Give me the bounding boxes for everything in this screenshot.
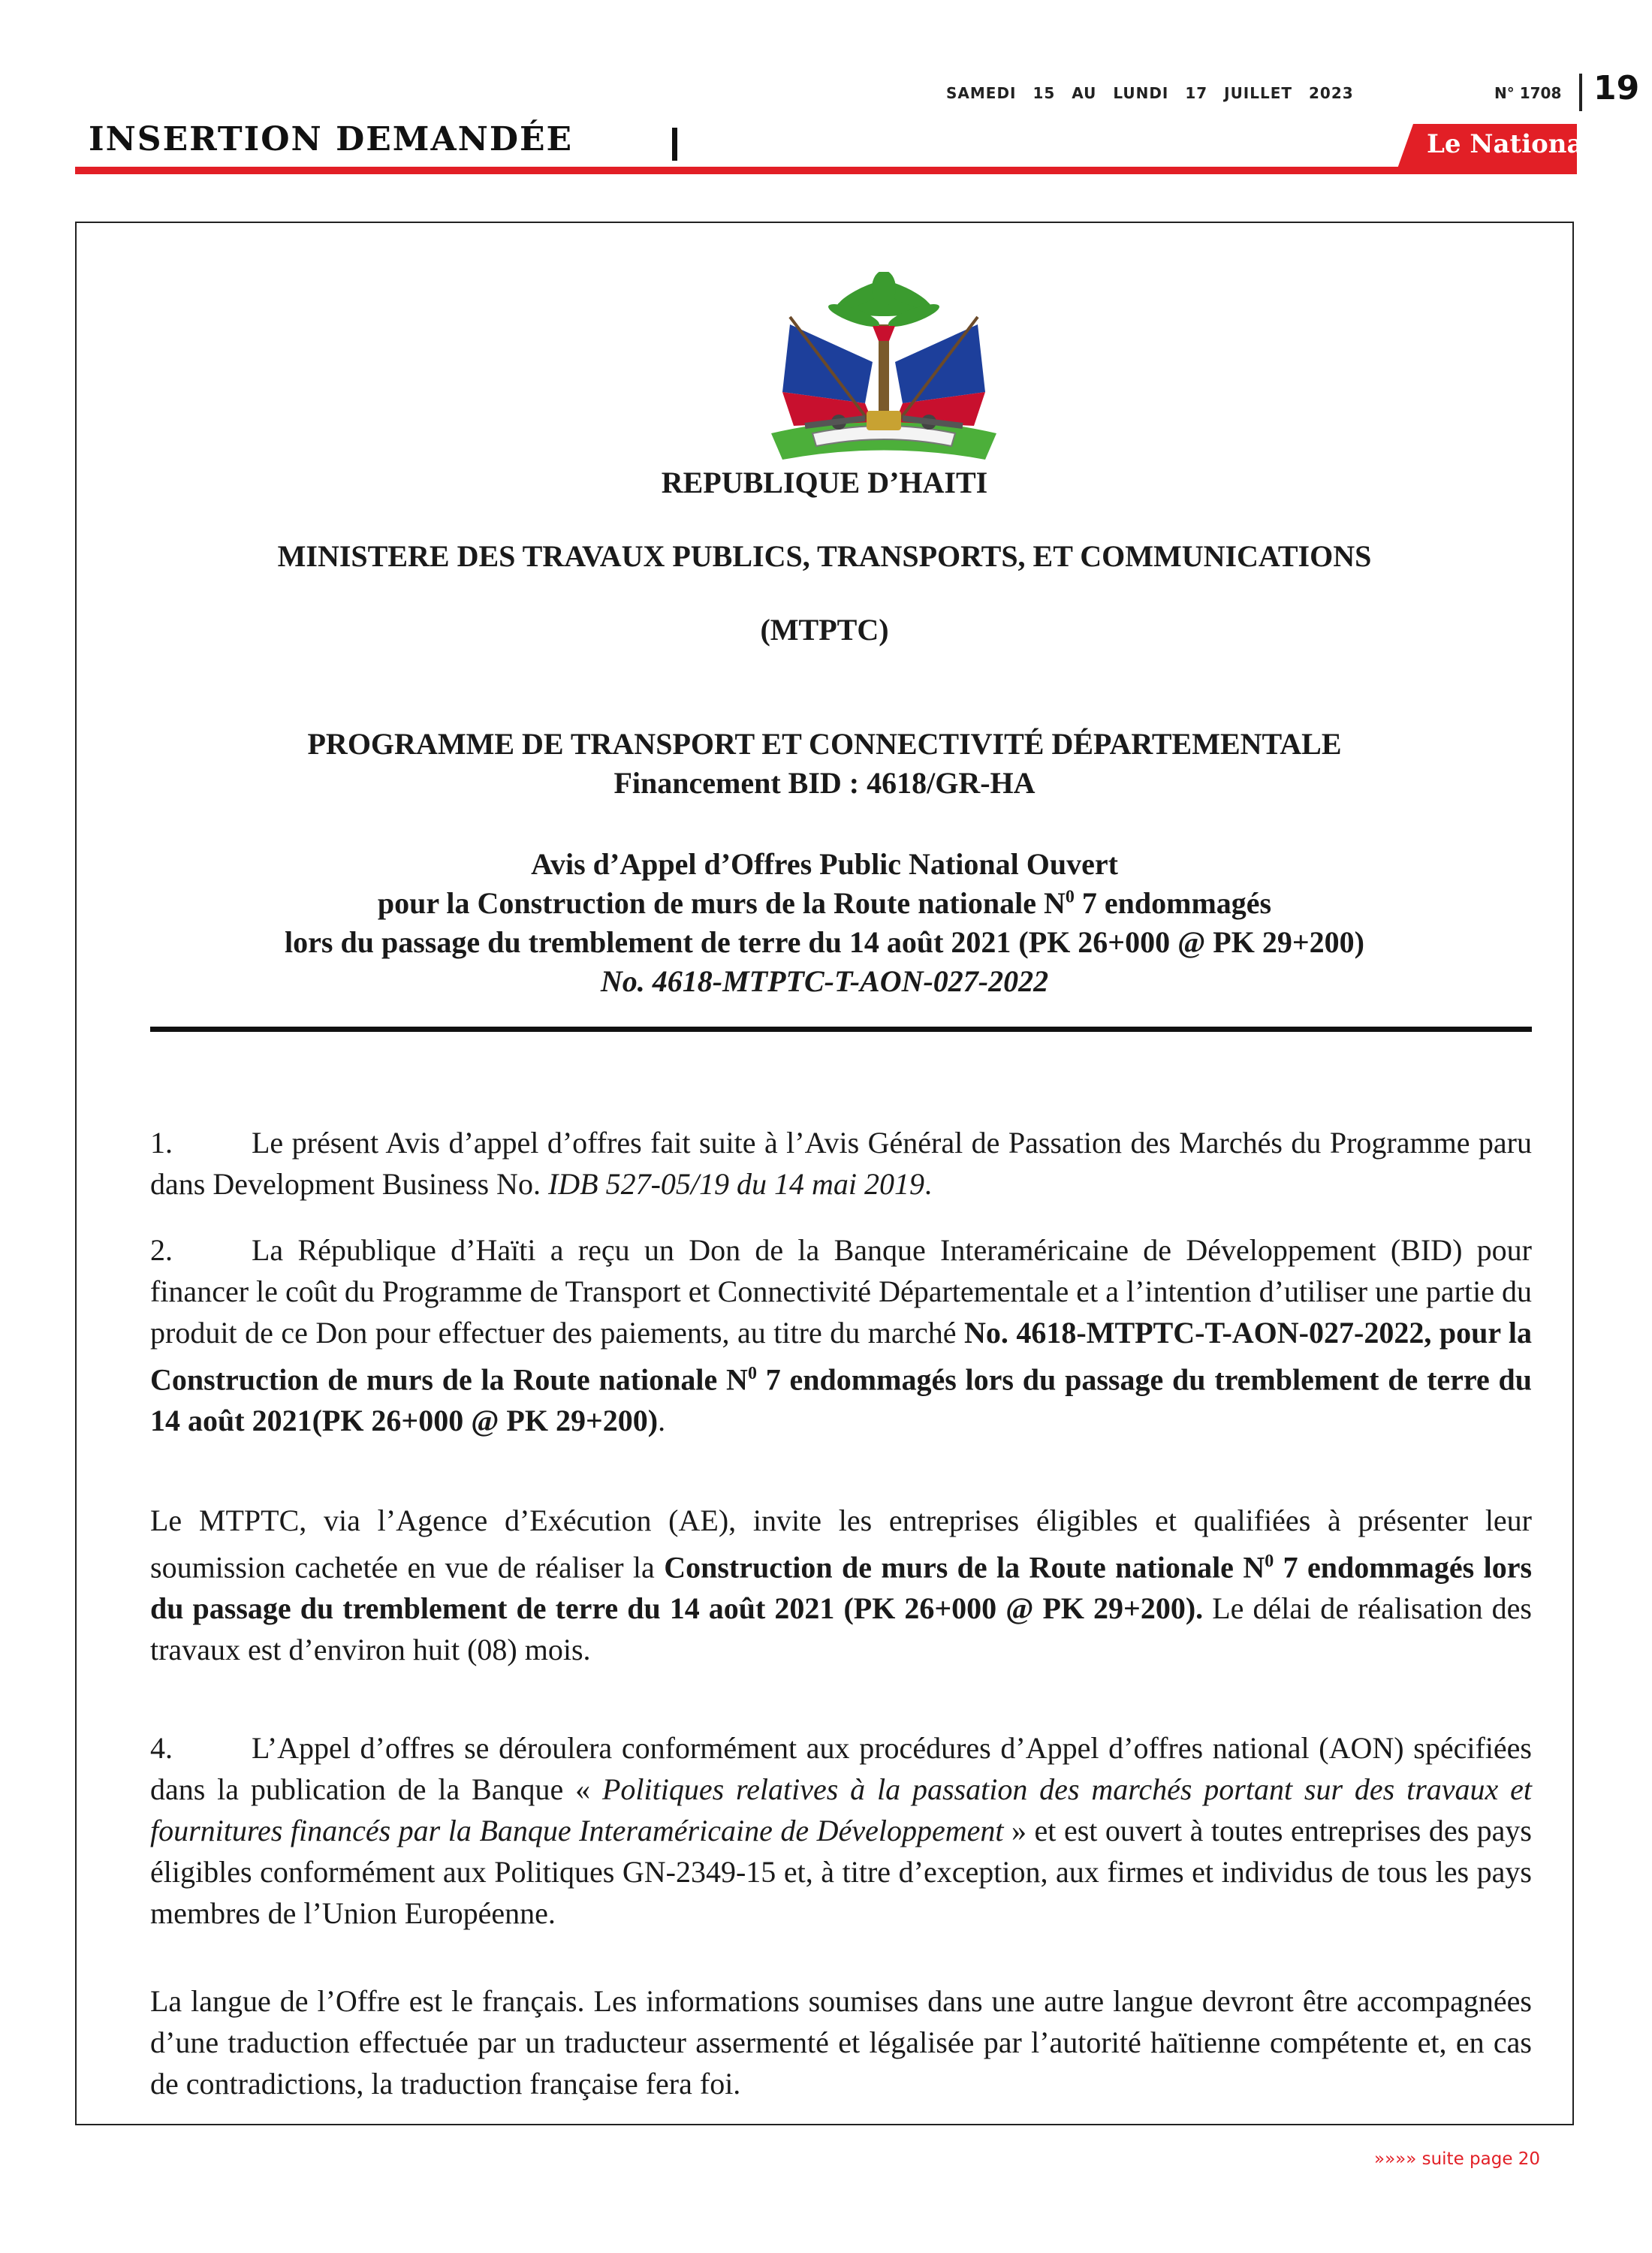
- paragraph-3-bold-end: 7 endommagés lors du passage du tremblement de terre du 14 août 2021 (PK 26+000 @ PK 29+200).: [150, 1550, 1533, 1626]
- issue-number: N° 1708: [1494, 84, 1562, 102]
- page-number-divider: [1579, 74, 1582, 111]
- public-notice: [75, 222, 1574, 2125]
- avis-title-line2-text: pour la Construction de murs de la Route nationale N: [377, 886, 1066, 920]
- paragraph-1-italic: IDB 527-05/19 du 14 mai 2019: [547, 1167, 925, 1201]
- paragraph-4-end: » et est ouvert à toutes entreprises des pays éligibles conformément aux Politiques GN-2349-15 et, à titre d’exception, aux firmes et individus de tous les pays membres de l’Union Européenne.: [150, 1814, 1532, 1930]
- paragraph-3: [150, 1500, 1532, 1670]
- page-number: 19: [1593, 69, 1640, 107]
- paragraph-1: [150, 1122, 1532, 1205]
- paragraph-2: [150, 1229, 1532, 1441]
- avis-title-line3: lors du passage du tremblement de terre du 14 août 2021 (PK 26+000 @ PK 29+200): [285, 925, 1364, 959]
- avis-title-line1: Avis d’Appel d’Offres Public National Ouvert: [531, 847, 1118, 881]
- paragraph-2-number: 2.: [150, 1233, 173, 1267]
- section-title-divider: [672, 128, 677, 161]
- paragraph-1-text: Le présent Avis d’appel d’offres fait suite à l’Avis Général de Passation des Marchés du Programme paru dans Development Business No.: [150, 1126, 1532, 1201]
- avis-title-line2: [77, 885, 1572, 921]
- paragraph-2-text: La République d’Haïti a reçu un Don de la Banque Interaméricaine de Développement (BID) pour financer le coût du Programme de Transport et Connectivité Départementale et a l’intention d’utiliser une partie du produit de ce Don pour effectuer des paiements, au titre du marché: [150, 1233, 1532, 1350]
- republic-heading: REPUBLIQUE D’HAITI: [661, 466, 988, 499]
- paragraph-1-number: 1.: [150, 1126, 173, 1160]
- paragraph-2-bold-end: 7 endommagés lors du passage du tremblement de terre du 14 août 2021(PK 26+000 @ PK 29+200): [150, 1362, 1533, 1438]
- paragraph-4-italic: Politiques relatives à la passation des marchés portant sur des travaux et fournitures financés par la Banque Interaméricaine de Développement: [150, 1772, 1532, 1847]
- issue-date: SAMEDI 15 AU LUNDI 17 JUILLET 2023: [946, 84, 1354, 102]
- ministry-abbreviation: (MTPTC): [760, 613, 889, 647]
- paragraph-3-text: Le MTPTC, via l’Agence d’Exécution (AE), invite les entreprises éligibles et qualifiées à présenter leur soumission cachetée en vue de réaliser la: [150, 1504, 1532, 1585]
- paragraph-5: La langue de l’Offre est le français. Les informations soumises dans une autre langue devront être accompagnées d’une traduction effectuée par un traducteur assermenté et légalisée par l’autorité haïtienne compétente et, en cas de contradictions, la traduction française fera foi.: [150, 1984, 1532, 2101]
- paragraph-1-end: .: [924, 1167, 933, 1201]
- header-rule: [75, 167, 1577, 174]
- continued-on-page: »»»» suite page 20: [1374, 2149, 1541, 2169]
- programme-title: PROGRAMME DE TRANSPORT ET CONNECTIVITÉ DÉPARTEMENTALE: [307, 727, 1342, 761]
- paragraph-4: [150, 1727, 1532, 1934]
- ministry-heading: MINISTERE DES TRAVAUX PUBLICS, TRANSPORTS, ET COMMUNICATIONS: [277, 539, 1372, 573]
- avis-title-line2-sup: 0: [1065, 887, 1075, 907]
- tender-reference: No. 4618-MTPTC-T-AON-027-2022: [600, 964, 1049, 998]
- avis-title-line2-end: 7 endommagés: [1074, 886, 1272, 920]
- paragraph-3-sup: 0: [1265, 1552, 1274, 1571]
- financing-line: Financement BID : 4618/GR-HA: [613, 766, 1036, 800]
- paragraph-4-number: 4.: [150, 1731, 173, 1765]
- title-divider: [150, 1027, 1532, 1032]
- paragraph-2-bold: No. 4618-MTPTC-T-AON-027-2022, pour la Construction de murs de la Route nationale N: [150, 1316, 1533, 1397]
- paragraph-4-text: L’Appel d’offres se déroulera conformément aux procédures d’Appel d’offres national (AON) spécifiées dans la publication de la Banque «: [150, 1731, 1532, 1806]
- haiti-coat-of-arms-icon: [760, 272, 1008, 467]
- paragraph-3-end: Le délai de réalisation des travaux est d’environ huit (08) mois.: [150, 1591, 1532, 1667]
- brand-name: Le National: [1427, 129, 1593, 159]
- paragraph-3-bold: Construction de murs de la Route nationale N: [664, 1550, 1265, 1585]
- section-title: INSERTION DEMANDÉE: [89, 120, 574, 158]
- page-header: [75, 69, 1640, 182]
- paragraph-2-end: .: [658, 1404, 666, 1438]
- paragraph-2-sup: 0: [747, 1364, 757, 1383]
